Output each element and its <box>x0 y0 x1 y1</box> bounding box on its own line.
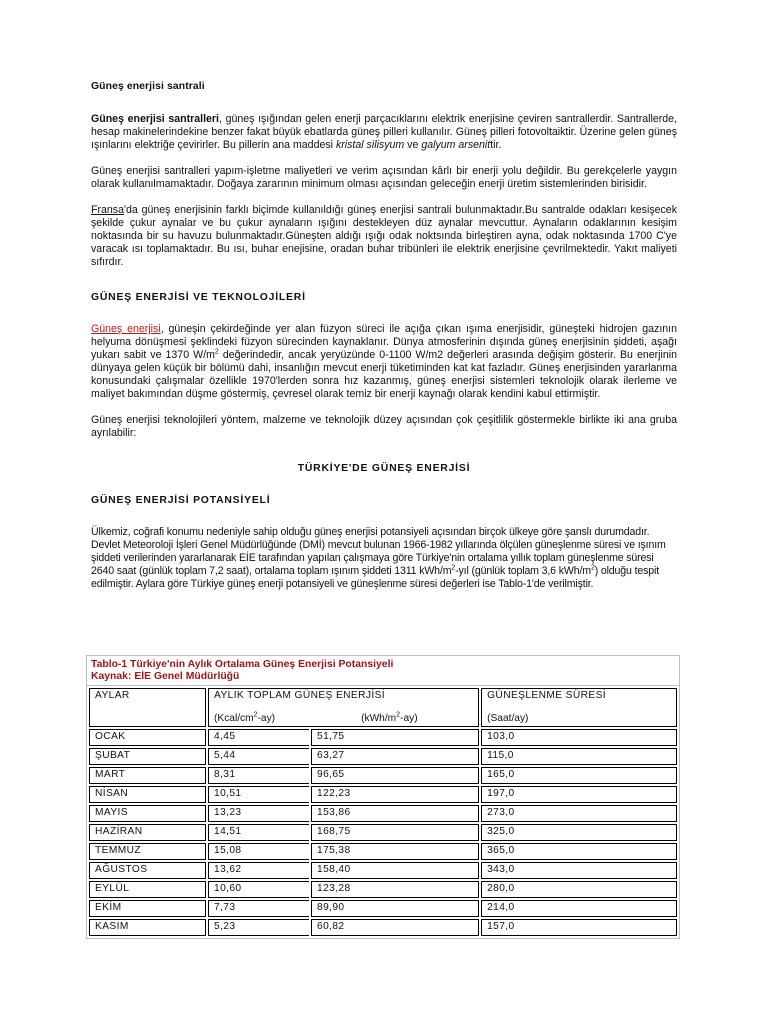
hours-cell: 115,0 <box>481 748 677 765</box>
header-energy <box>208 688 479 727</box>
text-run: Ülkemiz, coğrafi konumu nedeniyle sahip olduğu güneş enerjisi potansiyeli açısından birçok ülkeye göre şanslı durumdadır. Devlet Meteoroloji İşleri Genel Müdürlüğünde (DMİ) mevcut bulunan 1966-1982 yıllarında ölçülen güneşlenme süresi ve ışınım şiddeti verilerinden yararlanarak EİE tarafından yapılan çalışmaya göre Türkiye'nin ortalama yıllık toplam güneşlenme süresi 2640 saat (günlük toplam 7,2 saat), ortalama toplam ışınım şiddeti 1311 kWh/m <box>91 526 666 577</box>
fransa-link[interactable]: Fransa <box>91 204 124 216</box>
kcal-cell: 5,44 <box>208 748 309 765</box>
header-months: AYLAR <box>89 688 206 727</box>
technology-groups-paragraph: Güneş enerjisi teknolojileri yöntem, malzeme ve teknolojik düzey açısından çok çeşitlilik göstermekle birlikte iki ana gruba ayrılabilir: <box>91 414 677 439</box>
month-cell: MAYIS <box>89 805 206 822</box>
kcal-cell: 5,23 <box>208 919 309 936</box>
table-row <box>89 805 677 822</box>
section-heading-technologies: GÜNEŞ ENERJİSİ VE TEKNOLOJİLERİ <box>91 292 306 303</box>
unit-kwh: $(kWh/m^2-ay)$ <box>361 711 418 724</box>
france-paragraph <box>91 204 677 269</box>
header-energy-label: AYLIK TOPLAM GÜNEŞ ENERJİSİ <box>214 690 386 701</box>
kcal-cell: 14,51 <box>208 824 309 841</box>
hours-cell: 273,0 <box>481 805 677 822</box>
intro-paragraph <box>91 113 677 152</box>
text-run: , güneşin çekirdeğinde yer alan füzyon süreci ile açığa çıkan ışıma enerjisidir, güneşteki hidrojen gazının helyuma dönüşmesi şeklindeki füzyon sürecinden kaynaklanır. Dünya atmosferinin dışında güneş enerjisinin şiddeti, aşağı yukarı sabit ve 1370 W/m <box>91 323 677 361</box>
hours-cell: 157,0 <box>481 919 677 936</box>
kcal-cell: 10,51 <box>208 786 309 803</box>
hours-cell: 343,0 <box>481 862 677 879</box>
month-cell: KASIM <box>89 919 206 936</box>
superscript: 2 <box>590 564 595 572</box>
kcal-cell: 8,31 <box>208 767 309 784</box>
month-cell: MART <box>89 767 206 784</box>
table-row <box>89 881 677 898</box>
text-run: tir. <box>490 139 502 151</box>
kwh-cell: 51,75 <box>311 729 479 746</box>
section-heading-turkey: TÜRKİYE'DE GÜNEŞ ENERJİSİ <box>297 463 471 474</box>
table-title: Tablo-1 Türkiye'nin Aylık Ortalama Güneş Enerjisi Potansiyeli <box>91 659 394 670</box>
hours-cell: 197,0 <box>481 786 677 803</box>
table-header-row <box>89 688 677 727</box>
kwh-cell: 63,27 <box>311 748 479 765</box>
table-source: Kaynak: EİE Genel Müdürlüğü <box>91 671 240 682</box>
italic-term: kristal silisyum <box>335 139 405 151</box>
data-table <box>86 685 680 939</box>
text-run: ) olduğu tespit edilmiştir. Aylara göre Türkiye güneş enerji potansiyeli ve güneşlenme süresi değerleri ise Tablo-1'de verilmiştir. <box>91 565 659 590</box>
kwh-cell: 123,28 <box>311 881 479 898</box>
month-cell: TEMMUZ <box>89 843 206 860</box>
table-row <box>89 729 677 746</box>
month-cell: ŞUBAT <box>89 748 206 765</box>
solar-energy-paragraph <box>91 323 677 401</box>
month-cell: AĞUSTOS <box>89 862 206 879</box>
superscript: 2 <box>214 348 219 356</box>
potential-paragraph <box>91 526 677 591</box>
text-run: değerindedir, ancak yeryüzünde 0-1100 W/m2 değerleri arasında değişim gösterir. Bu enerjinin dünyaya gelen küçük bir bölümü dahi, insanlığın mevcut enerji tüketiminden kat kat fazladır. Güneş enerjisinden yararlanma konusundaki çalışmalar özellikle 1970'lerden sonra hız kazanmış, güneş enerjisi sistemleri teknolojik olarak ilerleme ve maliyet bakımından düşme göstermiş, çevresel olarak temiz bir enerji kaynağı olarak kendini kabul ettirmiştir. <box>91 349 677 400</box>
italic-term: galyum arsenit <box>421 139 491 151</box>
header-sunshine-label: GÜNEŞLENME SÜRESİ <box>487 690 606 701</box>
table-row <box>89 862 677 879</box>
cost-paragraph: Güneş enerjisi santralleri yapım-işletme maliyetleri ve verim açısından kârlı bir enerji yolu değildir. Bu gerekçelerle yaygın olarak kullanılmamaktadır. Doğaya zararının minimum olması açısından geleceğin enerji üretim sistemlerinden birisidir. <box>91 165 677 190</box>
page-title: Güneş enerjisi santrali <box>91 81 205 92</box>
hours-cell: 165,0 <box>481 767 677 784</box>
hours-cell: 214,0 <box>481 900 677 917</box>
kwh-cell: 175,38 <box>311 843 479 860</box>
kwh-cell: 60,82 <box>311 919 479 936</box>
term-bold: Güneş enerjisi santralleri <box>91 113 219 125</box>
text-run: ve <box>404 139 422 151</box>
gunes-enerjisi-link[interactable]: Güneş enerjisi <box>91 323 161 335</box>
table-row <box>89 843 677 860</box>
kcal-cell: 15,08 <box>208 843 309 860</box>
month-cell: NİSAN <box>89 786 206 803</box>
header-sunshine <box>481 688 677 727</box>
table-row <box>89 748 677 765</box>
kwh-cell: 158,40 <box>311 862 479 879</box>
month-cell: HAZİRAN <box>89 824 206 841</box>
month-cell: OCAK <box>89 729 206 746</box>
energy-units <box>214 713 475 724</box>
table-caption <box>86 655 680 685</box>
text-run: , güneş ışığından gelen enerji parçacıklarını elektrik enerjisine çeviren santrallerdir. Santrallerde, hesap makinelerindekine benzer fakat büyük ebatlarda güneş pilleri kullanılır. Güneş pilleri fotovoltaiktir. Üzerine gelen güneş ışınlarını elektriğe çevirirler. Bu pillerin ana maddesi <box>91 113 677 151</box>
kcal-cell: 13,23 <box>208 805 309 822</box>
table-row <box>89 900 677 917</box>
solar-potential-table <box>86 655 680 939</box>
unit-hours: (Saat/ay) <box>487 713 529 724</box>
hours-cell: 103,0 <box>481 729 677 746</box>
kcal-cell: 7,73 <box>208 900 309 917</box>
month-cell: EYLÜL <box>89 881 206 898</box>
hours-cell: 365,0 <box>481 843 677 860</box>
document-body <box>91 80 677 591</box>
text-run: -yıl (günlük toplam 3,6 kWh/m <box>455 565 591 577</box>
table-row <box>89 767 677 784</box>
text-run: 'da güneş enerjisinin farklı biçimde kullanıldığı güneş enerjisi santrali bulunmaktadır.Bu santralde odakları kesişecek şekilde çukur aynalar ve bu çukur aynaların ışığını destekleyen düz aynalar mevcuttur. Aynaların odaklarının kesişim noktasında bir su havuzu bulunmaktadır.Güneşten aldığı ışığı odak noktsında birleştiren ayna, odak noktasında 1700 C'ye varacak ısı toplamaktadır. Bu ısı, buhar enejisine, oradan buhar tribünleri ile elektrik enerjisine çevrilmektedir. Yakıt maliyeti sıfırdır. <box>91 204 677 268</box>
kwh-cell: 96,65 <box>311 767 479 784</box>
kwh-cell: 122,23 <box>311 786 479 803</box>
month-cell: EKİM <box>89 900 206 917</box>
kwh-cell: 153,86 <box>311 805 479 822</box>
kcal-cell: 4,45 <box>208 729 309 746</box>
section-heading-potential: GÜNEŞ ENERJİSİ POTANSİYELİ <box>91 495 271 506</box>
hours-cell: 325,0 <box>481 824 677 841</box>
unit-kcal: $(Kcal/cm^2-ay)$ <box>214 711 276 724</box>
kcal-cell: 13,62 <box>208 862 309 879</box>
table-row <box>89 786 677 803</box>
table-row <box>89 824 677 841</box>
table-row <box>89 919 677 936</box>
kcal-cell: 10,60 <box>208 881 309 898</box>
hours-cell: 280,0 <box>481 881 677 898</box>
kwh-cell: 168,75 <box>311 824 479 841</box>
superscript: 2 <box>451 564 456 572</box>
kwh-cell: 89,90 <box>311 900 479 917</box>
